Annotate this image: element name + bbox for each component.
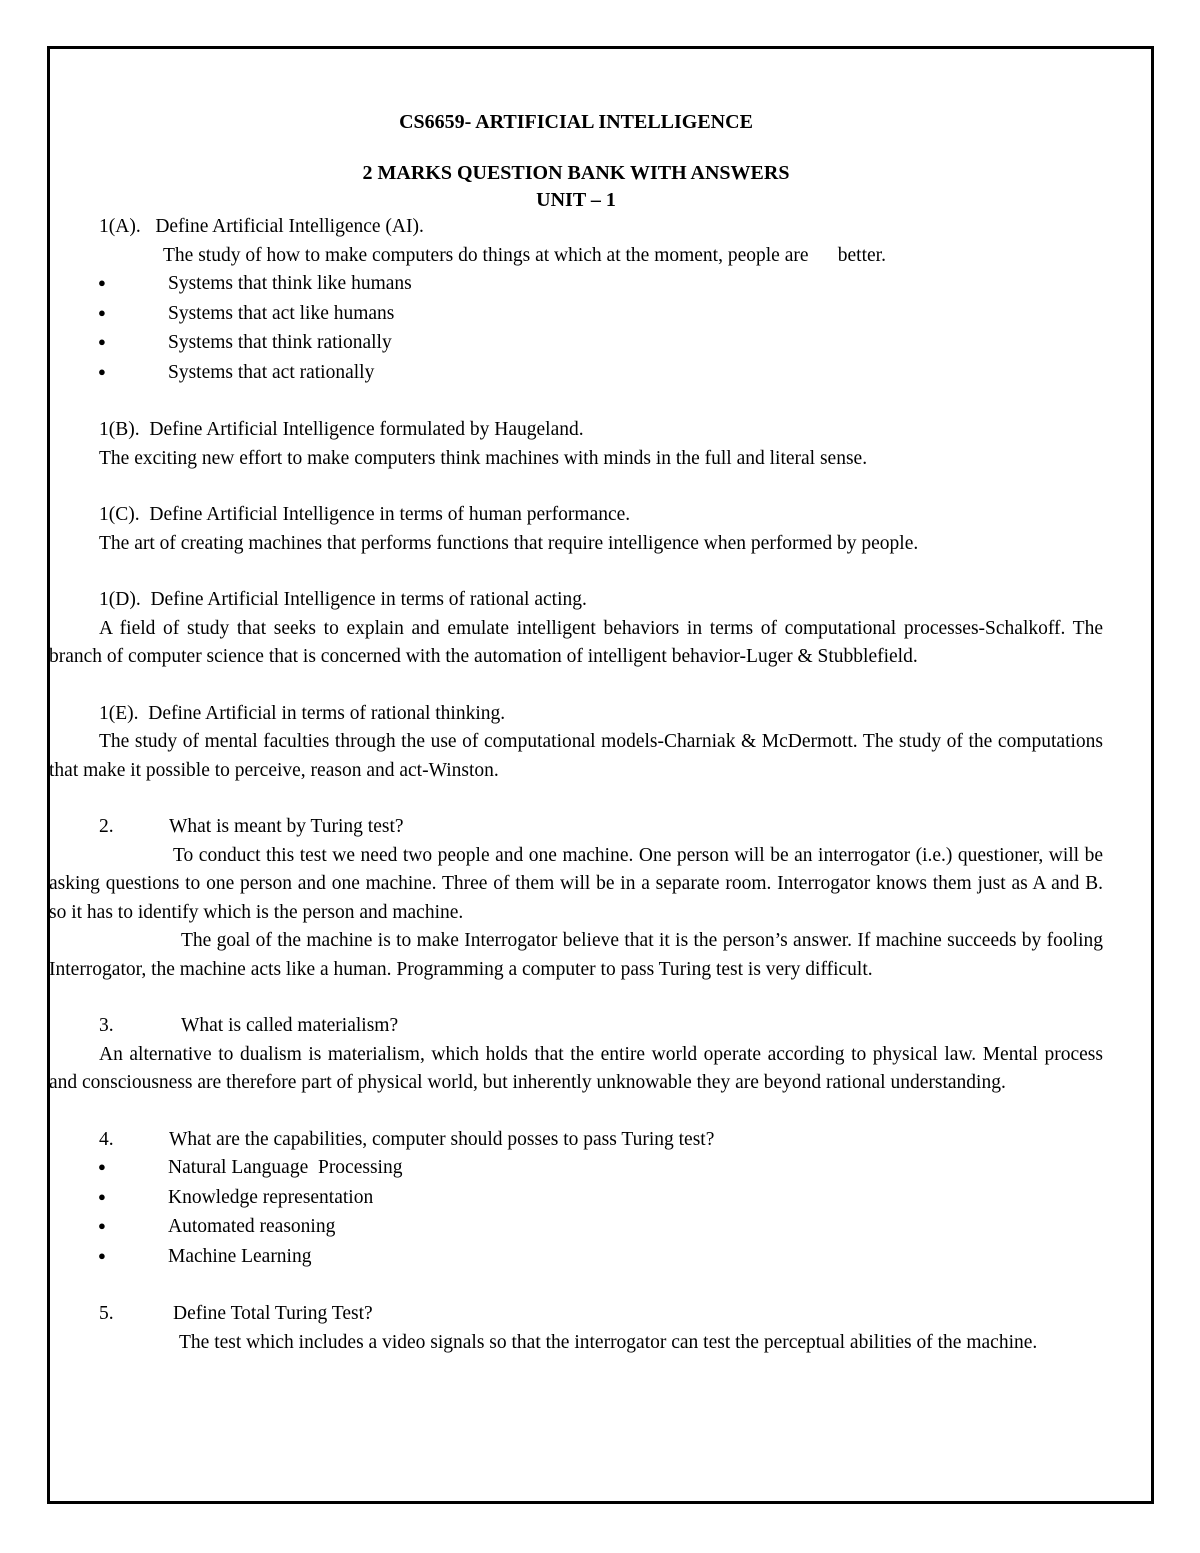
bullet-icon	[49, 300, 168, 330]
bullet-icon	[49, 329, 168, 359]
question-1d	[49, 586, 1103, 672]
question-1a	[49, 213, 1103, 388]
question-bank-title: 2 MARKS QUESTION BANK WITH ANSWERS	[362, 161, 790, 184]
question-2-heading	[99, 813, 1103, 842]
question-4-heading	[99, 1126, 1103, 1155]
question-1d-text: 1(D). Define Artificial Intelligence in terms of rational acting.	[99, 589, 587, 610]
question-4	[49, 1126, 1103, 1273]
list-item: ● Systems that act rationally	[49, 359, 1103, 389]
question-3-text: What is called materialism?	[181, 1015, 399, 1036]
answer-1a-text: The study of how to make computers do things at which at the moment, people are better.	[163, 244, 886, 266]
bullet-icon	[49, 1243, 168, 1273]
answer-1c-text: The art of creating machines that performs functions that require intelligence when performed by people.	[99, 532, 919, 554]
question-number: 2.	[99, 816, 114, 837]
list-item: ● Systems that think rationally	[49, 329, 1103, 359]
list-item: ● Systems that act like humans	[49, 300, 1103, 330]
question-3-heading	[99, 1012, 1103, 1041]
question-number: 5.	[99, 1303, 114, 1324]
document-body	[49, 60, 1103, 1357]
bullet-icon	[49, 1213, 168, 1243]
question-1b	[49, 416, 1103, 473]
list-item: ● Automated reasoning	[49, 1213, 1103, 1243]
answer-5-text: The test which includes a video signals so that the interrogator can test the perceptual abilities of the machine.	[179, 1331, 1038, 1353]
unit-title: UNIT – 1	[536, 189, 616, 211]
question-number: 4.	[99, 1128, 114, 1150]
question-5	[49, 1300, 1103, 1357]
question-1c-text: 1(C). Define Artificial Intelligence in terms of human performance.	[99, 504, 631, 525]
course-title: CS6659- ARTIFICIAL INTELLIGENCE	[399, 111, 753, 133]
bullet-icon	[49, 1184, 168, 1214]
question-1a-text: 1(A). Define Artificial Intelligence (AI).	[99, 216, 424, 237]
answer-1d-text: A field of study that seeks to explain and emulate intelligent behaviors in terms of computational processes-Schalkoff. The branch of computer science that is concerned with the automation of intelligent behavior-Luger & Stubblefield.	[49, 617, 1103, 667]
question-4-text: What are the capabilities, computer should posses to pass Turing test?	[169, 1128, 715, 1150]
question-5-heading	[99, 1300, 1103, 1329]
question-1e	[49, 700, 1103, 786]
bullet-icon	[49, 359, 168, 389]
question-3	[49, 1012, 1103, 1098]
bullet-icon	[49, 270, 168, 300]
question-5-text: Define Total Turing Test?	[173, 1303, 373, 1324]
answer-1e-text: The study of mental faculties through the use of computational models-Charniak & McDermott. The study of the computations that make it possible to perceive, reason and act-Winston.	[49, 731, 1103, 781]
question-number: 3.	[99, 1015, 114, 1036]
list-item: ● Knowledge representation	[49, 1184, 1103, 1214]
answer-1b-text: The exciting new effort to make computers think machines with minds in the full and literal sense.	[99, 447, 868, 469]
list-item: ● Machine Learning	[49, 1243, 1103, 1273]
answer-3-text: An alternative to dualism is materialism, which holds that the entire world operate according to physical law. Mental process and consciousness are therefore part of physical world, but inherently unknowable they are beyond rational understanding.	[49, 1043, 1103, 1093]
answer-2-part-1: To conduct this test we need two people and one machine. One person will be an interrogator (i.e.) questioner, will be asking questions to one person and one machine. Three of them will be in a separate room. Interrogator knows them just as A and B. so it has to identify which is the person and machine.	[49, 844, 1103, 923]
question-2-text: What is meant by Turing test?	[169, 816, 404, 837]
question-1c	[49, 501, 1103, 558]
answer-2-part-2: The goal of the machine is to make Interrogator believe that it is the person’s answer. If machine succeeds by fooling Interrogator, the machine acts like a human. Programming a computer to pass Turing test is very difficult.	[49, 930, 1103, 980]
list-item: ● Natural Language Processing	[49, 1154, 1103, 1184]
bullet-icon	[49, 1154, 168, 1184]
question-1b-text: 1(B). Define Artificial Intelligence formulated by Haugeland.	[99, 419, 584, 440]
list-item: ● Systems that think like humans	[49, 270, 1103, 300]
question-1e-text: 1(E). Define Artificial in terms of rational thinking.	[99, 702, 506, 724]
question-2	[49, 813, 1103, 984]
